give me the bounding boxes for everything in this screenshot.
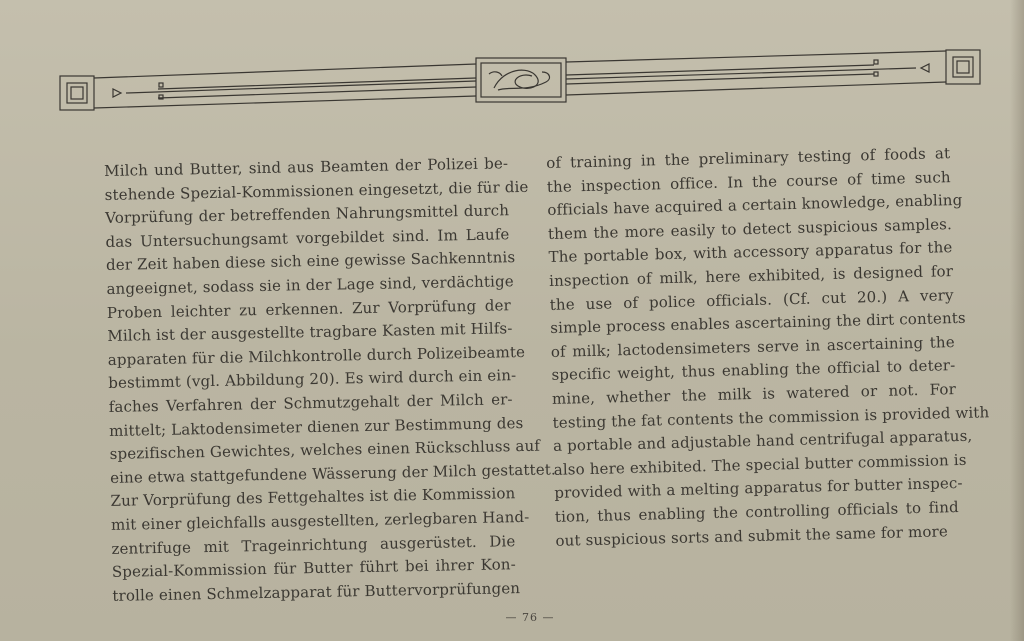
- text-line: specific weight, thus enabling the official to deter-: [551, 356, 956, 385]
- text-line: simple process enables ascertaining the dirt contents: [550, 308, 967, 338]
- english-text-column: [546, 142, 990, 553]
- text-line: Zur Vorprüfung des Fettgehaltes ist die Kommission: [110, 484, 516, 511]
- text-line: mine, whether the milk is watered or not. For: [551, 379, 957, 408]
- text-line: trolle einen Schmelzapparat für Buttervorprüfungen: [112, 578, 521, 605]
- text-line: Spezial-Kommission für Butter führt bei ihrer Kon-: [111, 555, 517, 582]
- text-line: eine etwa stattgefundene Wässerung der Milch gestattet.: [109, 460, 557, 487]
- text-line: tion, thus enabling the controlling officials to find: [554, 497, 960, 526]
- text-line: a portable and adjustable hand centrifugal apparatus,: [552, 426, 973, 456]
- text-line: Proben leichter zu erkennen. Zur Vorprüfung der: [106, 295, 512, 322]
- text-line: testing the fat contents the commission is provided with: [552, 402, 990, 432]
- page-number: — 76 —: [505, 611, 555, 624]
- text-line: The portable box, with accessory apparatus for the: [548, 238, 953, 267]
- text-line: faches Verfahren der Schmutzgehalt der Milch er-: [108, 390, 513, 416]
- text-line: Milch und Butter, sind aus Beamten der Polizei be-: [104, 154, 509, 180]
- text-line: zentrifuge mit Trageinrichtung ausgerüstet. Die: [111, 531, 516, 558]
- header-ornament-icon: [58, 46, 984, 116]
- text-line: bestimmt (vgl. Abbildung 20). Es wird durch ein ein-: [108, 366, 517, 393]
- text-line: officials have acquired a certain knowledge, enabling: [547, 191, 963, 220]
- text-line: stehende Spezial-Kommissionen eingesetzt, die für die: [104, 177, 529, 204]
- text-line: of training in the preliminary testing of foods at: [546, 144, 951, 172]
- text-line: spezifischen Gewichtes, welches einen Rückschluss auf: [109, 436, 541, 464]
- text-line: the inspection office. In the course of time such: [546, 167, 951, 196]
- text-line: inspection of milk, here exhibited, is designed for: [548, 262, 954, 290]
- text-line: provided with a melting apparatus for butter inspec-: [554, 474, 963, 503]
- text-line: angeeignet, sodass sie in der Lage sind, verdächtige: [106, 272, 514, 298]
- text-line: mit einer gleichfalls ausgestellten, zerlegbaren Hand-: [110, 507, 530, 534]
- text-line: der Zeit haben diese sich eine gewisse Sachkenntnis: [105, 248, 516, 275]
- page-edge-shadow: [1010, 0, 1024, 641]
- text-line: out suspicious sorts and submit the same for more: [555, 521, 949, 550]
- text-line: das Untersuchungsamt vorgebildet sind. Im Laufe: [105, 225, 510, 251]
- text-line: mittelt; Laktodensimeter dienen zur Bestimmung des: [109, 413, 524, 440]
- text-line: the use of police officials. (Cf. cut 20.) A very: [549, 285, 954, 314]
- text-line: them the more easily to detect suspicious samples.: [547, 214, 953, 243]
- text-line: of milk; lactodensimeters serve in ascertaining the: [550, 332, 955, 361]
- text-line: Vorprüfung der betreffenden Nahrungsmittel durch: [104, 201, 510, 228]
- german-text-column: [104, 152, 557, 608]
- text-line: also here exhibited. The special butter commission is: [553, 450, 967, 479]
- text-line: Milch ist der ausgestellte tragbare Kasten mit Hilfs-: [107, 319, 513, 346]
- text-line: apparaten für die Milchkontrolle durch Polizeibeamte: [107, 342, 526, 369]
